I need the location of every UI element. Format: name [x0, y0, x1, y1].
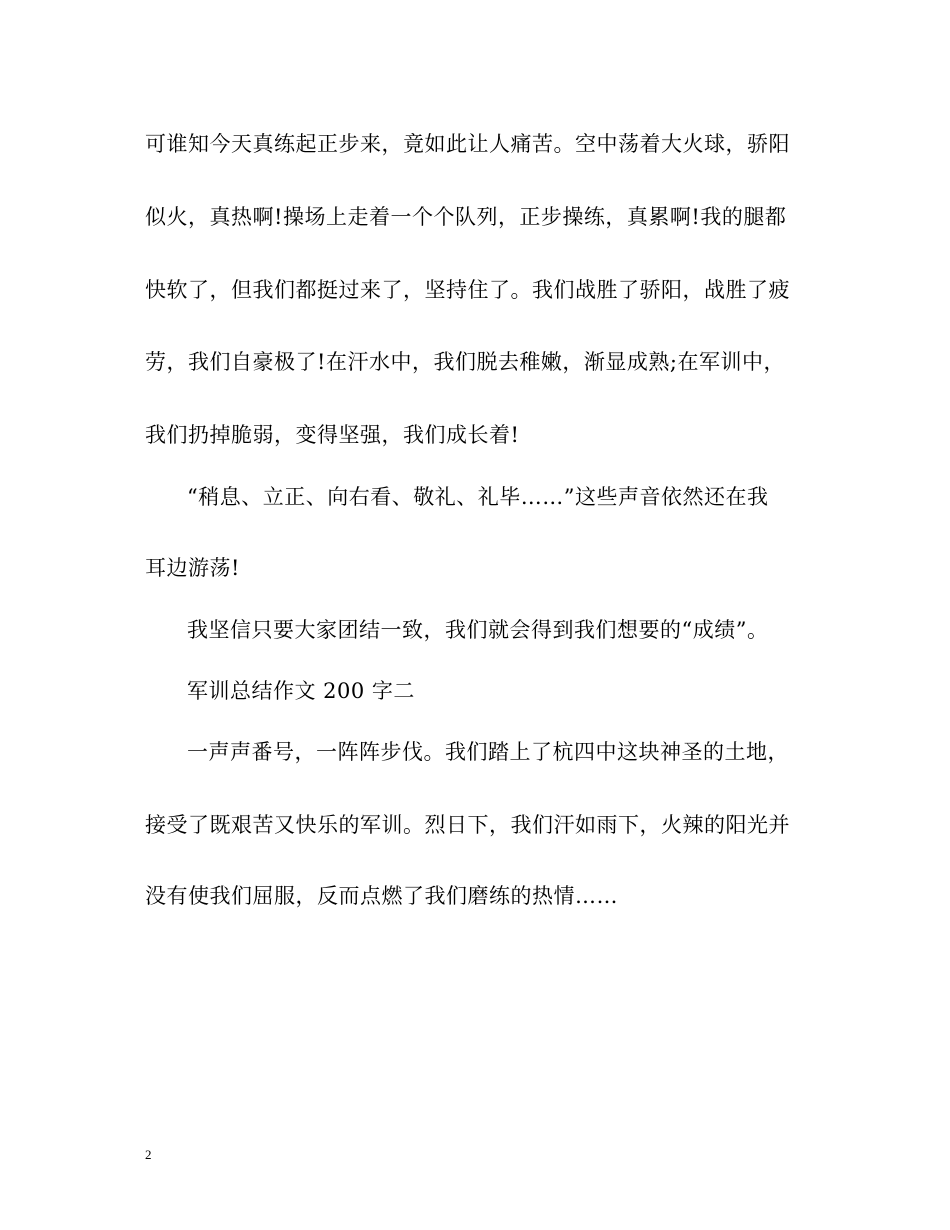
paragraph-line: 一声声番号，一阵阵步伐。我们踏上了杭四中这块神圣的土地， [187, 740, 789, 764]
paragraph-line: 耳边游荡! [145, 556, 240, 580]
paragraph-line: 我坚信只要大家团结一致，我们就会得到我们想要的“成绩”。 [187, 618, 769, 642]
paragraph-line: 可谁知今天真练起正步来，竟如此让人痛苦。空中荡着大火球，骄阳 [145, 132, 790, 156]
paragraph-line: 我们扔掉脆弱，变得坚强，我们成长着! [145, 423, 520, 447]
paragraph-line: “稍息、立正、向右看、敬礼、礼毕……”这些声音依然还在我 [187, 485, 769, 509]
paragraph-line: 似火，真热啊!操场上走着一个个队列，正步操练，真累啊!我的腿都 [145, 205, 787, 229]
page-number: 2 [145, 1147, 152, 1162]
paragraph-line: 劳，我们自豪极了!在汗水中，我们脱去稚嫩，渐显成熟;在军训中， [145, 350, 786, 374]
paragraph-line: 没有使我们屈服，反而点燃了我们磨练的热情…… [145, 884, 618, 908]
paragraph-line: 快软了，但我们都挺过来了，坚持住了。我们战胜了骄阳，战胜了疲 [145, 278, 790, 302]
section-heading: 军训总结作文 200 字二 [187, 679, 415, 703]
paragraph-line: 接受了既艰苦又快乐的军训。烈日下，我们汗如雨下，火辣的阳光并 [145, 813, 790, 837]
